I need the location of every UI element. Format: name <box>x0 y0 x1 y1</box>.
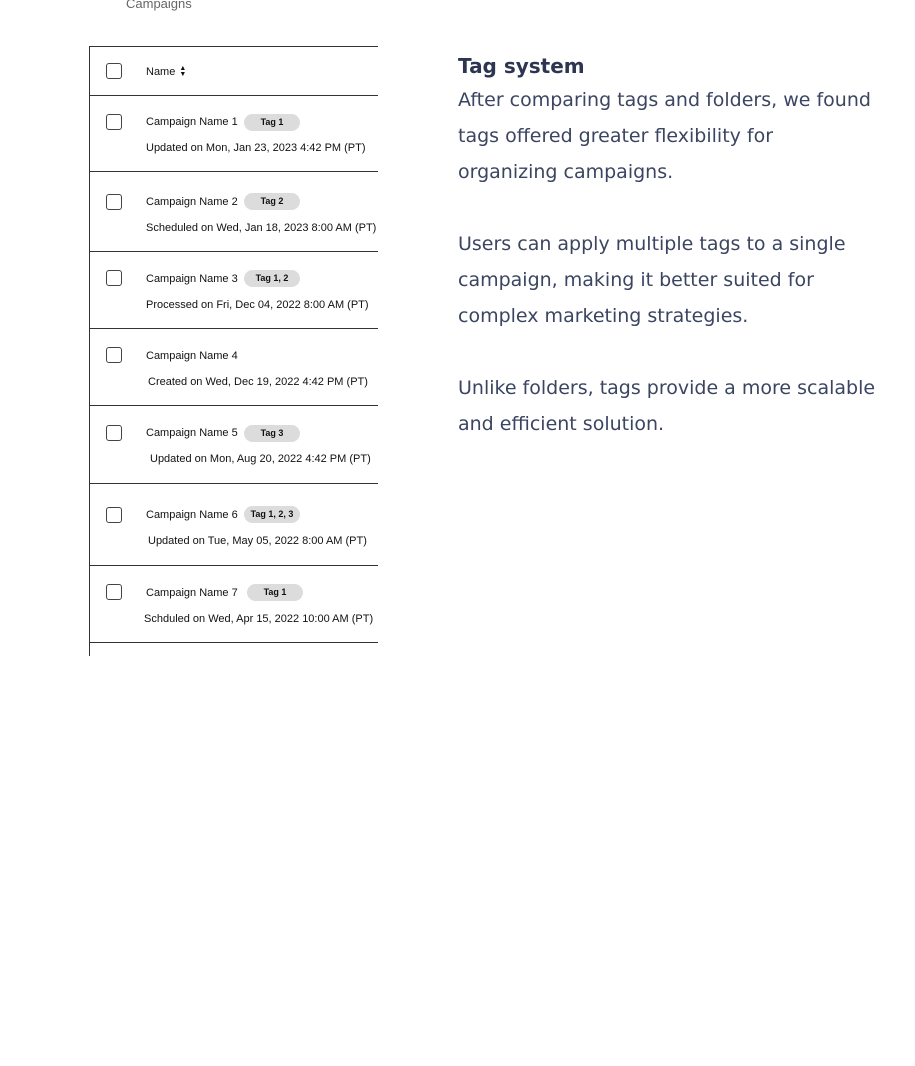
partial-top-label: Campaigns <box>126 0 192 11</box>
select-all-checkbox[interactable] <box>106 63 122 79</box>
campaign-status: Created on Wed, Dec 19, 2022 4:42 PM (PT) <box>148 376 368 388</box>
tag-badge[interactable]: Tag 3 <box>244 425 300 442</box>
tag-badge[interactable]: Tag 1, 2 <box>244 270 300 287</box>
table-header-row <box>90 46 378 95</box>
table-row[interactable] <box>90 171 378 251</box>
table-row[interactable] <box>90 328 378 405</box>
campaign-table <box>89 46 378 656</box>
description-panel <box>458 50 878 478</box>
row-checkbox[interactable] <box>106 425 122 441</box>
name-column-header[interactable]: Name ▲ ▼ <box>146 65 187 78</box>
tag-badge[interactable]: Tag 1 <box>244 114 300 131</box>
campaign-status: Processed on Fri, Dec 04, 2022 8:00 AM (PT) <box>146 299 369 311</box>
table-row[interactable] <box>90 405 378 483</box>
table-divider <box>90 642 378 643</box>
row-checkbox[interactable] <box>106 194 122 210</box>
campaign-name[interactable]: Campaign Name 6 <box>146 509 238 521</box>
campaign-name[interactable]: Campaign Name 1 <box>146 116 238 128</box>
description-paragraph: Unlike folders, tags provide a more scalable and efficient solution. <box>458 377 876 435</box>
campaign-name[interactable]: Campaign Name 7 <box>146 587 238 599</box>
tag-badge[interactable]: Tag 1, 2, 3 <box>244 506 300 523</box>
row-checkbox[interactable] <box>106 584 122 600</box>
campaign-status: Updated on Tue, May 05, 2022 8:00 AM (PT) <box>148 535 367 547</box>
table-row[interactable] <box>90 251 378 328</box>
campaign-status: Updated on Mon, Aug 20, 2022 4:42 PM (PT) <box>150 453 371 465</box>
campaign-name[interactable]: Campaign Name 2 <box>146 196 238 208</box>
row-checkbox[interactable] <box>106 347 122 363</box>
campaign-name[interactable]: Campaign Name 4 <box>146 350 238 362</box>
description-paragraph: Users can apply multiple tags to a single campaign, making it better suited for complex marketing strategies. <box>458 233 846 327</box>
row-checkbox[interactable] <box>106 507 122 523</box>
campaign-name[interactable]: Campaign Name 5 <box>146 427 238 439</box>
tag-badge[interactable]: Tag 1 <box>247 584 303 601</box>
campaign-status: Schduled on Wed, Apr 15, 2022 10:00 AM (PT) <box>144 613 374 625</box>
table-row[interactable] <box>90 95 378 171</box>
row-checkbox[interactable] <box>106 270 122 286</box>
campaign-name[interactable]: Campaign Name 3 <box>146 273 238 285</box>
description-paragraph: After comparing tags and folders, we found tags offered greater flexibility for organizing campaigns. <box>458 89 871 183</box>
sort-icon: ▲ ▼ <box>179 65 187 78</box>
campaign-status: Updated on Mon, Jan 23, 2023 4:42 PM (PT) <box>146 142 366 154</box>
table-row[interactable] <box>90 483 378 565</box>
section-title: Tag system <box>458 54 585 78</box>
row-checkbox[interactable] <box>106 114 122 130</box>
table-row[interactable] <box>90 565 378 642</box>
campaign-status: Scheduled on Wed, Jan 18, 2023 8:00 AM (PT) <box>146 222 377 234</box>
tag-badge[interactable]: Tag 2 <box>244 193 300 210</box>
